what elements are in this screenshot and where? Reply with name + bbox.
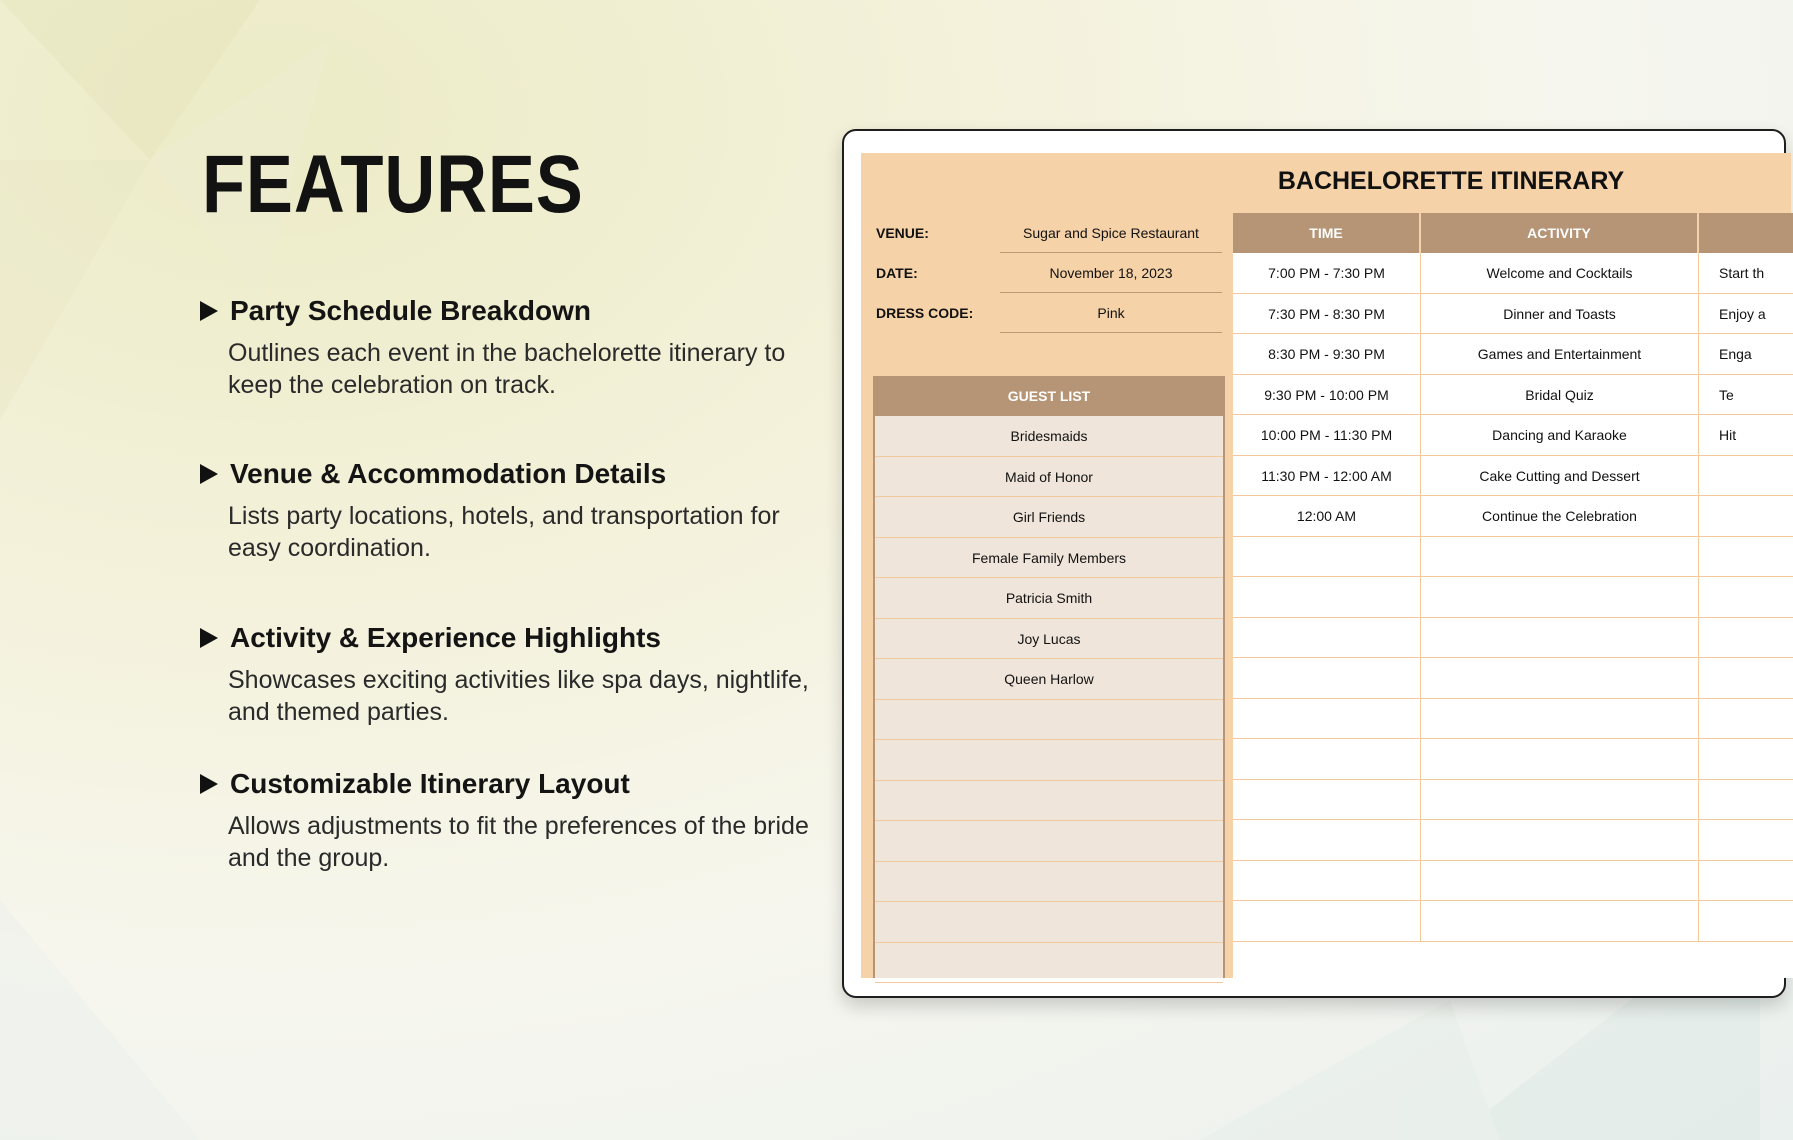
feature-title: Activity & Experience Highlights — [230, 622, 661, 653]
activity-cell: Games and Entertainment — [1421, 334, 1699, 374]
time-cell: 8:30 PM - 9:30 PM — [1233, 334, 1421, 374]
time-cell — [1233, 820, 1421, 860]
guest-row: Queen Harlow — [875, 659, 1223, 700]
triangle-bullet-icon — [200, 464, 218, 484]
schedule-row — [1233, 618, 1793, 659]
guest-row: Girl Friends — [875, 497, 1223, 538]
time-cell — [1233, 537, 1421, 577]
guest-row — [875, 821, 1223, 862]
triangle-bullet-icon — [200, 628, 218, 648]
feature-item — [200, 458, 820, 564]
guest-row — [875, 902, 1223, 943]
feature-title: Customizable Itinerary Layout — [230, 768, 630, 799]
activity-cell — [1421, 820, 1699, 860]
feature-description: Showcases exciting activities like spa days, nightlife, and themed parties. — [228, 666, 809, 726]
feature-title: Venue & Accommodation Details — [230, 458, 667, 489]
info-row-date — [861, 253, 1221, 293]
info-row-venue — [861, 213, 1221, 253]
activity-cell — [1421, 780, 1699, 820]
feature-item — [200, 768, 820, 874]
time-cell — [1233, 699, 1421, 739]
activity-column-header: ACTIVITY — [1421, 213, 1699, 253]
guest-list-header: GUEST LIST — [875, 376, 1223, 416]
time-cell: 9:30 PM - 10:00 PM — [1233, 375, 1421, 415]
details-cell — [1699, 739, 1793, 779]
activity-cell: Welcome and Cocktails — [1421, 253, 1699, 293]
time-cell — [1233, 901, 1421, 941]
date-label: DATE: — [876, 265, 918, 281]
guest-row: Bridesmaids — [875, 416, 1223, 457]
activity-cell: Dancing and Karaoke — [1421, 415, 1699, 455]
schedule-row — [1233, 820, 1793, 861]
feature-title: Party Schedule Breakdown — [230, 295, 592, 326]
schedule-row — [1233, 658, 1793, 699]
schedule-row — [1233, 901, 1793, 942]
details-cell — [1699, 901, 1793, 941]
guest-row: Patricia Smith — [875, 578, 1223, 619]
guest-list — [873, 376, 1225, 978]
schedule-row — [1233, 375, 1793, 416]
details-cell: Hit — [1719, 427, 1737, 443]
details-cell: Enga — [1719, 346, 1752, 362]
time-cell — [1233, 861, 1421, 901]
details-cell — [1699, 658, 1793, 698]
details-cell — [1699, 699, 1793, 739]
schedule-row — [1233, 496, 1793, 537]
schedule-row — [1233, 537, 1793, 578]
feature-description: Lists party locations, hotels, and transportation for easy coordination. — [228, 502, 780, 562]
details-column-header — [1699, 213, 1793, 253]
venue-value: Sugar and Spice Restaurant — [1000, 213, 1222, 253]
guest-row: Maid of Honor — [875, 457, 1223, 498]
feature-item — [200, 295, 820, 401]
details-cell: Start th — [1719, 265, 1765, 281]
sheet-title: BACHELORETTE ITINERARY — [1277, 167, 1625, 195]
guest-row — [875, 740, 1223, 781]
guest-row — [875, 781, 1223, 822]
triangle-bullet-icon — [200, 774, 218, 794]
dress-code-value: Pink — [1000, 293, 1222, 333]
guest-row — [875, 943, 1223, 984]
activity-cell: Continue the Celebration — [1421, 496, 1699, 536]
info-row-dress-code — [861, 293, 1221, 333]
details-cell: Te — [1719, 386, 1734, 403]
activity-cell: Bridal Quiz — [1421, 375, 1699, 415]
activity-cell: Dinner and Toasts — [1421, 294, 1699, 334]
time-cell: 11:30 PM - 12:00 AM — [1233, 456, 1421, 496]
guest-row: Joy Lucas — [875, 619, 1223, 660]
venue-label: VENUE: — [876, 225, 929, 241]
schedule-row — [1233, 699, 1793, 740]
dress-code-label: DRESS CODE: — [876, 305, 974, 321]
time-cell: 7:30 PM - 8:30 PM — [1233, 294, 1421, 334]
activity-cell: Cake Cutting and Dessert — [1421, 456, 1699, 496]
itinerary-preview-card — [842, 129, 1786, 998]
schedule-row — [1233, 577, 1793, 618]
details-cell — [1699, 618, 1793, 658]
page-title: FEATURES — [202, 139, 584, 230]
details-cell — [1699, 577, 1793, 617]
feature-description: Outlines each event in the bachelorette itinerary to keep the celebration on track. — [228, 339, 786, 399]
details-cell — [1699, 861, 1793, 901]
guest-row: Female Family Members — [875, 538, 1223, 579]
time-column-header: TIME — [1233, 213, 1421, 253]
details-cell — [1699, 456, 1793, 496]
details-cell — [1699, 820, 1793, 860]
time-cell — [1233, 577, 1421, 617]
triangle-bullet-icon — [200, 301, 218, 321]
schedule-table — [1233, 213, 1793, 978]
schedule-row — [1233, 456, 1793, 497]
schedule-row — [1233, 415, 1793, 456]
schedule-row — [1233, 861, 1793, 902]
time-cell — [1233, 618, 1421, 658]
details-cell — [1699, 537, 1793, 577]
time-cell: 10:00 PM - 11:30 PM — [1233, 415, 1421, 455]
activity-cell — [1421, 577, 1699, 617]
details-cell — [1699, 496, 1793, 536]
time-cell: 7:00 PM - 7:30 PM — [1233, 253, 1421, 293]
schedule-row — [1233, 780, 1793, 821]
details-cell: Enjoy a — [1719, 305, 1766, 322]
activity-cell — [1421, 699, 1699, 739]
schedule-row — [1233, 739, 1793, 780]
date-value: November 18, 2023 — [1000, 253, 1222, 293]
activity-cell — [1421, 739, 1699, 779]
activity-cell — [1421, 658, 1699, 698]
feature-item — [200, 622, 820, 728]
activity-cell — [1421, 901, 1699, 941]
guest-row — [875, 862, 1223, 903]
schedule-body — [1233, 253, 1793, 942]
schedule-row — [1233, 294, 1793, 335]
time-cell — [1233, 658, 1421, 698]
details-cell — [1699, 780, 1793, 820]
schedule-row — [1233, 334, 1793, 375]
activity-cell — [1421, 618, 1699, 658]
schedule-row — [1233, 253, 1793, 294]
guest-row — [875, 700, 1223, 741]
activity-cell — [1421, 537, 1699, 577]
feature-description: Allows adjustments to fit the preferences of the bride and the group. — [228, 812, 809, 872]
time-cell: 12:00 AM — [1233, 496, 1421, 536]
itinerary-sheet — [861, 153, 1791, 978]
schedule-header — [1233, 213, 1793, 253]
time-cell — [1233, 739, 1421, 779]
activity-cell — [1421, 861, 1699, 901]
time-cell — [1233, 780, 1421, 820]
